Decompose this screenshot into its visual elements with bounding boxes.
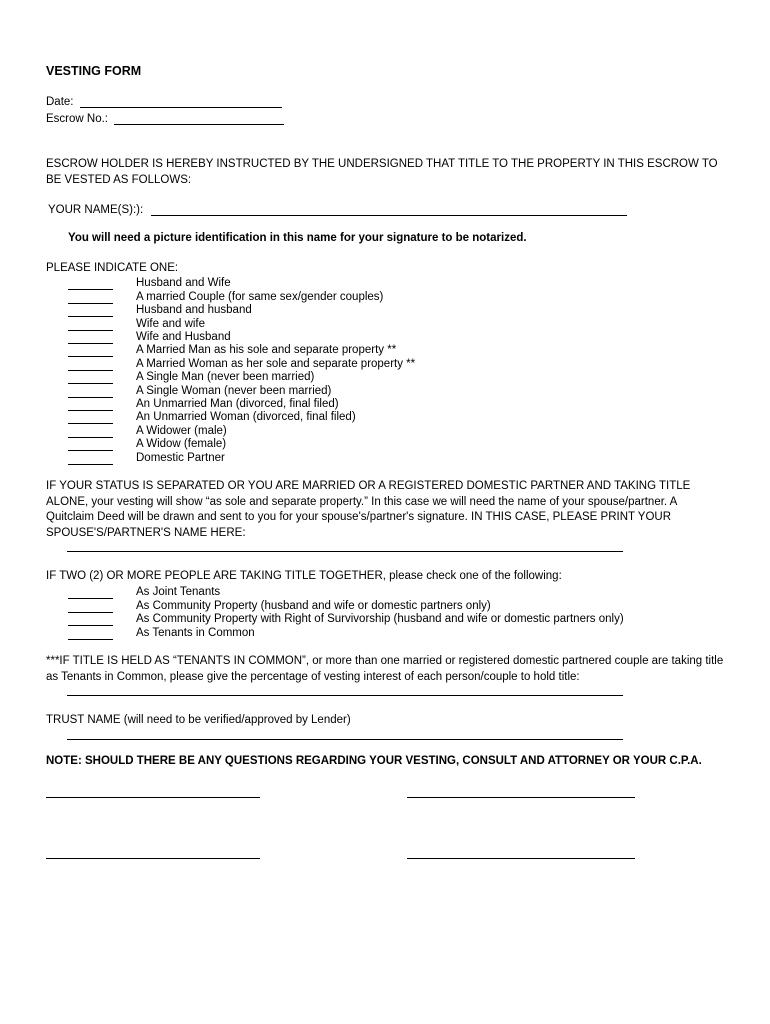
option-check-blank[interactable] [68, 306, 113, 317]
option-check-blank[interactable] [68, 454, 113, 465]
date-field[interactable] [80, 96, 282, 108]
option-check-blank[interactable] [68, 360, 113, 371]
option-label: A Married Man as his sole and separate property ** [136, 344, 397, 357]
option-label: A Single Man (never been married) [136, 371, 315, 384]
option-row [68, 626, 255, 639]
escrow-label: Escrow No.: [46, 113, 108, 125]
option-row [68, 384, 331, 397]
option-row [68, 586, 220, 599]
option-check-blank[interactable] [68, 279, 113, 290]
name-label: YOUR NAME(S):): [48, 204, 144, 216]
option-label: As Joint Tenants [136, 586, 221, 599]
name-row [48, 204, 627, 216]
signature-line-3[interactable] [46, 858, 260, 859]
date-label: Date: [46, 96, 74, 108]
indicate-label: PLEASE INDICATE ONE: [46, 262, 179, 274]
option-check-blank[interactable] [68, 373, 113, 384]
option-row [68, 277, 231, 290]
option-check-blank[interactable] [68, 602, 113, 613]
option-row [68, 451, 225, 464]
trust-name-field[interactable] [67, 739, 623, 740]
percentage-field[interactable] [67, 695, 623, 696]
option-label: Husband and Wife [136, 277, 231, 290]
option-row [68, 317, 205, 330]
option-row [68, 438, 226, 451]
escrow-row [46, 113, 284, 125]
option-check-blank[interactable] [68, 387, 113, 398]
option-label: As Community Property with Right of Survivorship (husband and wife or domestic partners only) [136, 613, 624, 626]
two-people-label: IF TWO (2) OR MORE PEOPLE ARE TAKING TITLE TOGETHER, please check one of the following: [46, 570, 562, 582]
spouse-name-field[interactable] [67, 551, 623, 552]
option-check-blank[interactable] [68, 427, 113, 438]
option-check-blank[interactable] [68, 320, 113, 331]
option-label: A Married Woman as her sole and separate property ** [136, 357, 416, 370]
option-check-blank[interactable] [68, 629, 113, 640]
option-label: A Widow (female) [136, 438, 227, 451]
signature-line-2[interactable] [407, 797, 635, 798]
option-check-blank[interactable] [68, 440, 113, 451]
option-row [68, 357, 415, 370]
date-row [46, 96, 282, 108]
option-label: An Unmarried Man (divorced, final filed) [136, 397, 339, 410]
option-label: Husband and husband [136, 304, 252, 317]
option-row [68, 424, 227, 437]
option-label: Wife and wife [136, 317, 206, 330]
option-check-blank[interactable] [68, 588, 113, 599]
option-label: A Single Woman (never been married) [136, 384, 332, 397]
separated-paragraph: IF YOUR STATUS IS SEPARATED OR YOU ARE MARRIED OR A REGISTERED DOMESTIC PARTNER AND TAKING TITLE ALONE, your vesting will show “as sole and separate property.” In this case we will need the name of your spouse/partner. A Quitclaim Deed will be drawn and sent to you for your spouse's/partner's signature. IN THIS CASE, PLEASE PRINT YOUR SPOUSE'S/PARTNER'S NAME HERE: [46, 480, 691, 539]
option-row [68, 398, 339, 411]
option-row [68, 613, 624, 626]
note-text: NOTE: SHOULD THERE BE ANY QUESTIONS REGARDING YOUR VESTING, CONSULT AND ATTORNEY OR YOUR C.P.A. [46, 755, 702, 767]
option-row [68, 290, 383, 303]
signature-line-1[interactable] [46, 797, 260, 798]
option-check-blank[interactable] [68, 333, 113, 344]
option-label: As Community Property (husband and wife or domestic partners only) [136, 599, 491, 612]
id-note: You will need a picture identification in this name for your signature to be notarized. [68, 232, 527, 244]
your-names-field[interactable] [151, 204, 627, 216]
option-row [68, 331, 231, 344]
option-check-blank[interactable] [68, 615, 113, 626]
option-row [68, 411, 356, 424]
option-label: Wife and Husband [136, 330, 231, 343]
option-label: A married Couple (for same sex/gender couples) [136, 290, 384, 303]
option-check-blank[interactable] [68, 346, 113, 357]
option-check-blank[interactable] [68, 293, 113, 304]
option-label: Domestic Partner [136, 451, 225, 464]
trust-label: TRUST NAME (will need to be verified/approved by Lender) [46, 714, 351, 726]
option-row [68, 304, 252, 317]
option-label: An Unmarried Woman (divorced, final filed) [136, 411, 356, 424]
tenants-paragraph: ***IF TITLE IS HELD AS “TENANTS IN COMMON”, or more than one married or registered domestic partnered couple are taking title as Tenants in Common, please give the percentage of vesting interest of each person/couple to hold title: [46, 655, 724, 683]
option-row [68, 344, 396, 357]
escrow-number-field[interactable] [114, 113, 284, 125]
signature-line-4[interactable] [407, 858, 635, 859]
option-label: As Tenants in Common [136, 626, 255, 639]
option-label: A Widower (male) [136, 424, 227, 437]
option-row [68, 371, 314, 384]
form-title: VESTING FORM [46, 64, 142, 78]
option-row [68, 599, 491, 612]
option-check-blank[interactable] [68, 413, 113, 424]
instruction-text: ESCROW HOLDER IS HEREBY INSTRUCTED BY THE UNDERSIGNED THAT TITLE TO THE PROPERTY IN THIS ESCROW TO BE VESTED AS FOLLOWS: [46, 158, 718, 186]
option-check-blank[interactable] [68, 400, 113, 411]
